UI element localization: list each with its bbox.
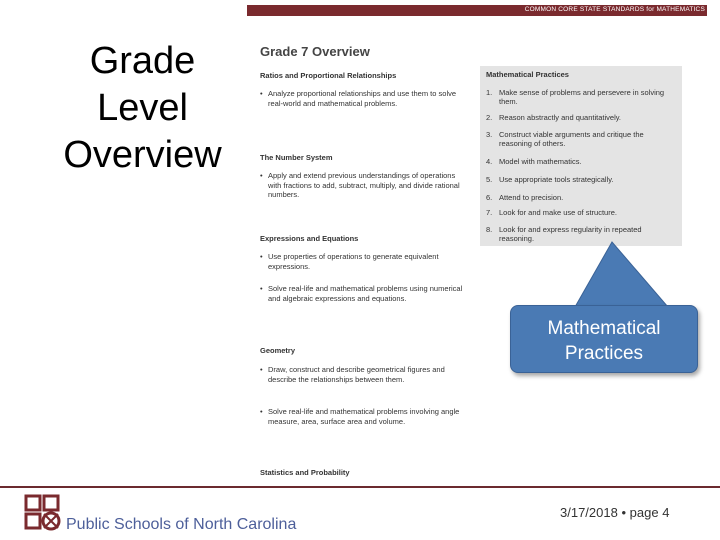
footer-page-number: page 4 <box>629 505 670 520</box>
domain-bullet: • Apply and extend previous understandings of operations with fractions to add, subtract, multiply, and divide rational numbers. <box>260 171 465 200</box>
domain-bullet: • Use properties of operations to generate equivalent expressions. <box>260 252 465 271</box>
practice-number: 4. <box>486 157 493 166</box>
callout-box <box>510 305 698 373</box>
callout-text <box>511 316 697 366</box>
practice-text: Use appropriate tools strategically. <box>499 175 614 184</box>
domain-heading: Ratios and Proportional Relationships <box>260 71 397 80</box>
domain-heading: Statistics and Probability <box>260 468 350 477</box>
slide-title-line: Grade <box>89 40 196 82</box>
domain-heading: The Number System <box>260 153 333 162</box>
practice-text: Make sense of problems and persevere in solving them. <box>499 88 665 106</box>
domain-heading: Geometry <box>260 346 296 355</box>
practice-number: 2. <box>486 113 493 122</box>
practice-number: 6. <box>486 193 493 202</box>
practice-number: 1. <box>486 88 493 97</box>
domain-bullet-text: Apply and extend previous understandings of operations with fractions to add, subtract, multiply, and divide rational numbers. <box>268 171 460 199</box>
domain-bullet-text: Analyze proportional relationships and use them to solve real-world and mathematical problems. <box>268 89 457 108</box>
practice-number: 7. <box>486 208 493 217</box>
domain-bullet-text: Draw, construct and describe geometrical figures and describe the relationships between them. <box>268 365 445 384</box>
domain-heading: Expressions and Equations <box>260 234 359 243</box>
domain-bullet-text: Use properties of operations to generate equivalent expressions. <box>268 252 439 271</box>
practice-number: 5. <box>486 175 493 184</box>
organization-name: Public Schools of North Carolina <box>66 516 297 533</box>
document-title: Grade 7 Overview <box>260 44 370 59</box>
callout-line: Mathematical <box>547 318 661 339</box>
practices-heading: Mathematical Practices <box>486 70 569 79</box>
slide-title-line: Overview <box>63 134 222 176</box>
practice-text: Construct viable arguments and critique the reasoning of others. <box>499 130 644 148</box>
domain-bullet-text: Solve real-life and mathematical problems using numerical and algebraic expressions and equations. <box>268 284 463 303</box>
domain-bullet: • Draw, construct and describe geometrical figures and describe the relationships between them. <box>260 365 465 384</box>
footer-date-page <box>560 505 669 520</box>
domain-bullet: • Solve real-life and mathematical problems involving angle measure, area, surface area and volume. <box>260 407 465 426</box>
slide-title-line: Level <box>97 87 188 129</box>
footer-date: 3/17/2018 <box>560 505 618 520</box>
dpi-logo-icon <box>24 494 62 534</box>
footer-separator: • <box>621 505 627 520</box>
practice-text: Attend to precision. <box>499 193 564 202</box>
practice-number: 3. <box>486 130 493 139</box>
callout-line: Practices <box>564 343 644 364</box>
practice-text: Reason abstractly and quantitatively. <box>499 113 622 122</box>
practice-text: Model with mathematics. <box>499 157 582 166</box>
footer-divider <box>0 486 720 488</box>
document-header-text: COMMON CORE STATE STANDARDS for MATHEMATICS <box>524 6 705 13</box>
practice-text: Look for and express regularity in repeated reasoning. <box>499 225 642 243</box>
domain-bullet-text: Solve real-life and mathematical problems involving angle measure, area, surface area and volume. <box>268 407 460 426</box>
practice-text: Look for and make use of structure. <box>499 208 617 217</box>
domain-bullet: • Solve real-life and mathematical problems using numerical and algebraic expressions and equations. <box>260 284 465 303</box>
domain-bullet: • Analyze proportional relationships and use them to solve real-world and mathematical problems. <box>260 89 465 108</box>
practice-number: 8. <box>486 225 493 234</box>
